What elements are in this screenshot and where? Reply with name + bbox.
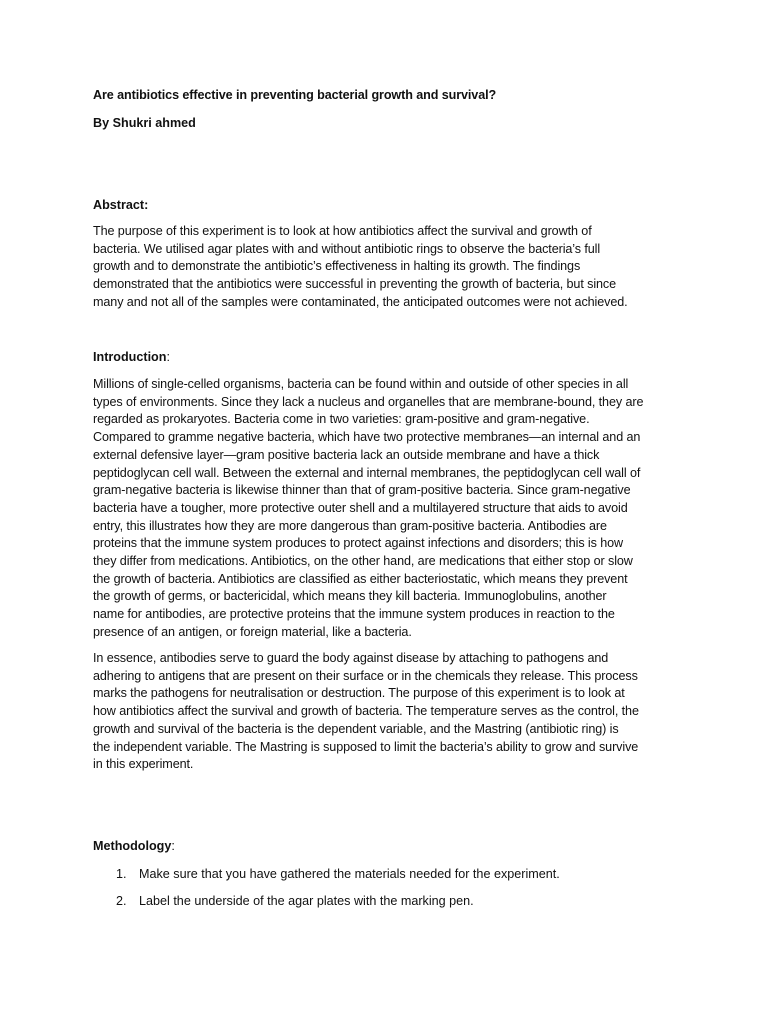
abstract-heading [93, 198, 148, 212]
step-number: 2. [116, 894, 127, 908]
text-line: they differ from medications. Antibiotics, on the other hand, are medications that either stop or slow [93, 554, 633, 569]
text-line: many and not all of the samples were contaminated, the anticipated outcomes were not achieved. [93, 294, 628, 309]
step-text: Make sure that you have gathered the materials needed for the experiment. [139, 867, 560, 881]
text-line: marks the pathogens for neutralisation or destruction. The purpose of this experiment is to look at [93, 686, 625, 701]
introduction-paragraph-2 [93, 650, 677, 774]
text-line: how antibiotics affect the survival and growth of bacteria. The temperature serves as the control, the [93, 704, 639, 719]
text-line: entry, this illustrates how they are more dangerous than gram-positive bacteria. Antibodies are [93, 518, 607, 533]
methodology-heading [93, 839, 175, 853]
abstract-paragraph [93, 223, 677, 312]
text-line: types of environments. Since they lack a nucleus and organelles that are membrane-bound, they are [93, 394, 644, 409]
text-line: Compared to gramme negative bacteria, which have two protective membranes—an internal and an [93, 430, 641, 445]
abstract-heading-text: Abstract: [93, 198, 149, 212]
text-line: the growth of bacteria. Antibiotics are classified as either bacteriostatic, which means they prevent [93, 571, 628, 586]
text-line: Millions of single-celled organisms, bacteria can be found within and outside of other species in all [93, 377, 629, 391]
heading-colon: : [166, 350, 170, 364]
text-line: external defensive layer—gram positive bacteria lack an outside membrane and have a thick [93, 447, 600, 462]
text-line: proteins that the immune system produces to protect against infections and disorders; this is how [93, 536, 624, 551]
step-text: Label the underside of the agar plates with the marking pen. [139, 894, 474, 908]
text-line: presence of an antigen, or foreign material, like a bacteria. [93, 624, 412, 639]
text-line: The purpose of this experiment is to look at how antibiotics affect the survival and growth of [93, 224, 592, 238]
introduction-paragraph-1 [93, 376, 677, 642]
text-line: regarded as prokaryotes. Bacteria come in two varieties: gram-positive and gram-negative. [93, 412, 590, 427]
text-line: bacteria have a tougher, more protective outer shell and a multilayered structure that aids to avoid [93, 500, 628, 515]
text-line: adhering to antigens that are present on their surface or in the chemicals they release. This process [93, 668, 638, 683]
author-byline: By Shukri ahmed [93, 116, 196, 130]
text-line: bacteria. We utilised agar plates with and without antibiotic rings to observe the bacteria’s full [93, 241, 601, 256]
text-line: name for antibodies, are protective proteins that the immune system produces in reaction to the [93, 607, 615, 622]
text-line: the independent variable. The Mastring is supposed to limit the bacteria’s ability to grow and survive [93, 739, 639, 754]
text-line: peptidoglycan cell wall. Between the external and internal membranes, the peptidoglycan cell wall of [93, 465, 641, 480]
text-line: in this experiment. [93, 757, 194, 772]
text-line: In essence, antibodies serve to guard the body against disease by attaching to pathogens and [93, 651, 609, 665]
introduction-heading [93, 350, 170, 364]
text-line: the growth of germs, or bactericidal, which means they kill bacteria. Immunoglobulins, another [93, 589, 607, 604]
text-line: gram-negative bacteria is likewise thinner than that of gram-positive bacteria. Since gram-negative [93, 483, 631, 498]
text-line: growth and survival of the bacteria is the dependent variable, and the Mastring (antibiotic ring) is [93, 721, 619, 736]
introduction-heading-text: Introduction [93, 350, 167, 364]
document-title: Are antibiotics effective in preventing bacterial growth and survival? [93, 88, 497, 102]
methodology-heading-text: Methodology [93, 839, 172, 853]
text-line: demonstrated that the antibiotics were successful in preventing the growth of bacteria, but since [93, 277, 617, 292]
text-line: growth and to demonstrate the antibiotic’s effectiveness in halting its growth. The findings [93, 259, 581, 274]
heading-colon: : [171, 839, 175, 853]
step-number: 1. [116, 867, 127, 881]
